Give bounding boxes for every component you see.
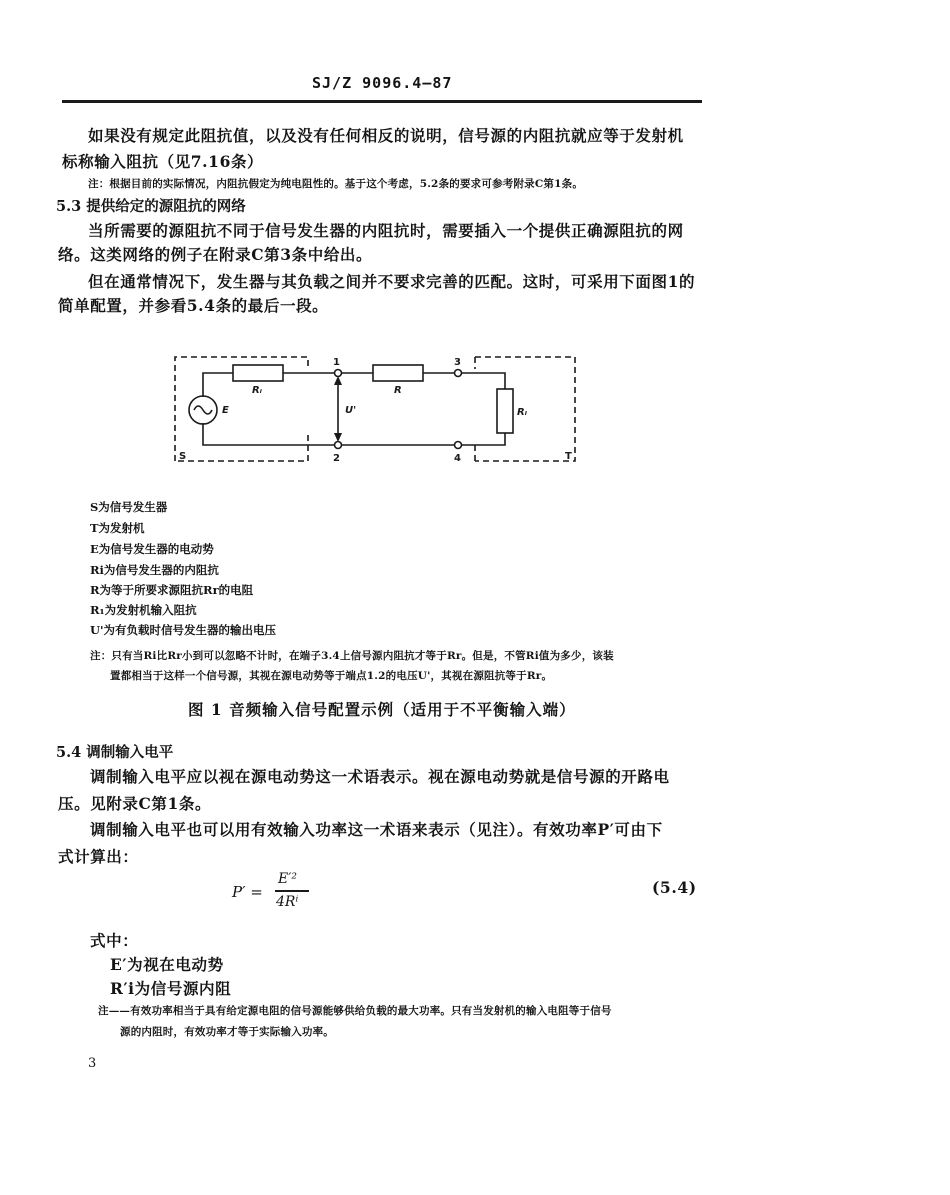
- formula-numerator: E′²: [278, 871, 298, 887]
- header-rule: [62, 100, 702, 103]
- figure-note-line-1: 注：只有当Ri比Rr小到可以忽略不计时，在端子3.4上信号源内阻抗才等于Rr。但是，不管Ri值为多少，该装: [90, 650, 614, 662]
- label-r: R: [394, 385, 402, 396]
- section-5-3-p1-line-2: 络。这类网络的例子在附录C第3条中给出。: [58, 245, 373, 264]
- section-5-4-p1-line-2: 压。见附录C第1条。: [58, 794, 212, 813]
- figure-caption: 图 1 音频输入信号配置示例（适用于不平衡输入端）: [188, 700, 576, 719]
- label-e: E: [222, 405, 229, 416]
- legend-item: E为信号发生器的电动势: [90, 542, 214, 556]
- page-number: 3: [88, 1056, 97, 1071]
- resistor-r: [373, 365, 423, 381]
- label-terminal-3: 3: [454, 357, 461, 368]
- section-5-4-heading: 5.4 调制输入电平: [56, 744, 174, 761]
- legend-item: U'为有负载时信号发生器的输出电压: [90, 623, 277, 637]
- legend-item: R为等于所要求源阻抗Rr的电阻: [90, 583, 254, 597]
- label-u: U': [345, 405, 357, 416]
- intro-line-2: 标称输入阻抗（见7.16条）: [62, 152, 264, 171]
- section-5-4-note-line-1: 注——有效功率相当于具有给定源电阻的信号源能够供给负载的最大功率。只有当发射机的输入电阻等于信号: [98, 1005, 612, 1017]
- formula-lhs: P′ =: [232, 883, 263, 901]
- terminal-2: [335, 442, 342, 449]
- legend-item: S为信号发生器: [90, 500, 168, 514]
- label-ri: Rᵢ: [252, 385, 262, 396]
- definition-e: E′为视在电动势: [110, 955, 224, 974]
- formula-fraction-bar: [275, 890, 309, 892]
- where-label: 式中：: [90, 931, 139, 950]
- label-terminal-2: 2: [333, 453, 340, 464]
- section-5-3-p2-line-1: 但在通常情况下，发生器与其负载之间并不要求完善的匹配。这时，可采用下面图1的: [88, 272, 696, 291]
- formula-denominator: 4Rⁱ: [276, 894, 299, 910]
- section-5-4-p1-line-1: 调制输入电平应以视在源电动势这一术语表示。视在源电动势就是信号源的开路电: [90, 767, 670, 786]
- section-5-3-p2-line-2: 简单配置，并参看5.4条的最后一段。: [58, 296, 329, 315]
- section-5-3-p1-line-1: 当所需要的源阻抗不同于信号发生器的内阻抗时，需要插入一个提供正确源阻抗的网: [88, 221, 684, 240]
- section-5-4-p2-line-2: 式计算出：: [58, 847, 139, 866]
- circuit-diagram: [165, 345, 595, 475]
- label-terminal-1: 1: [333, 357, 340, 368]
- terminal-1: [335, 370, 342, 377]
- definition-ri: R′i为信号源内阻: [110, 979, 232, 998]
- figure-note-line-2: 置都相当于这样一个信号源，其视在源电动势等于端点1.2的电压U'，其视在源阻抗等于Rr。: [110, 670, 553, 682]
- section-5-3-heading: 5.3 提供给定的源阻抗的网络: [56, 198, 246, 215]
- document-number: SJ/Z 9096.4—87: [312, 74, 453, 92]
- resistor-rl: [497, 389, 513, 433]
- terminal-4: [455, 442, 462, 449]
- label-terminal-4: 4: [454, 453, 461, 464]
- resistor-ri: [233, 365, 283, 381]
- label-s: S: [179, 451, 187, 462]
- intro-line-1: 如果没有规定此阻抗值，以及没有任何相反的说明，信号源的内阻抗就应等于发射机: [88, 126, 684, 145]
- legend-item: T为发射机: [90, 521, 145, 535]
- formula-number: (5.4): [652, 878, 697, 897]
- label-rl: Rₗ: [517, 407, 527, 418]
- legend-item: Ri为信号发生器的内阻抗: [90, 563, 219, 577]
- section-5-4-p2-line-1: 调制输入电平也可以用有效输入功率这一术语来表示（见注）。有效功率P′可由下: [90, 820, 663, 839]
- label-t: T: [565, 451, 572, 462]
- legend-item: R₁为发射机输入阻抗: [90, 603, 197, 617]
- terminal-3: [455, 370, 462, 377]
- intro-note: 注：根据目前的实际情况，内阻抗假定为纯电阻性的。基于这个考虑，5.2条的要求可参考附录C第1条。: [88, 178, 584, 190]
- section-5-4-note-line-2: 源的内阻时，有效功率才等于实际输入功率。: [120, 1026, 334, 1038]
